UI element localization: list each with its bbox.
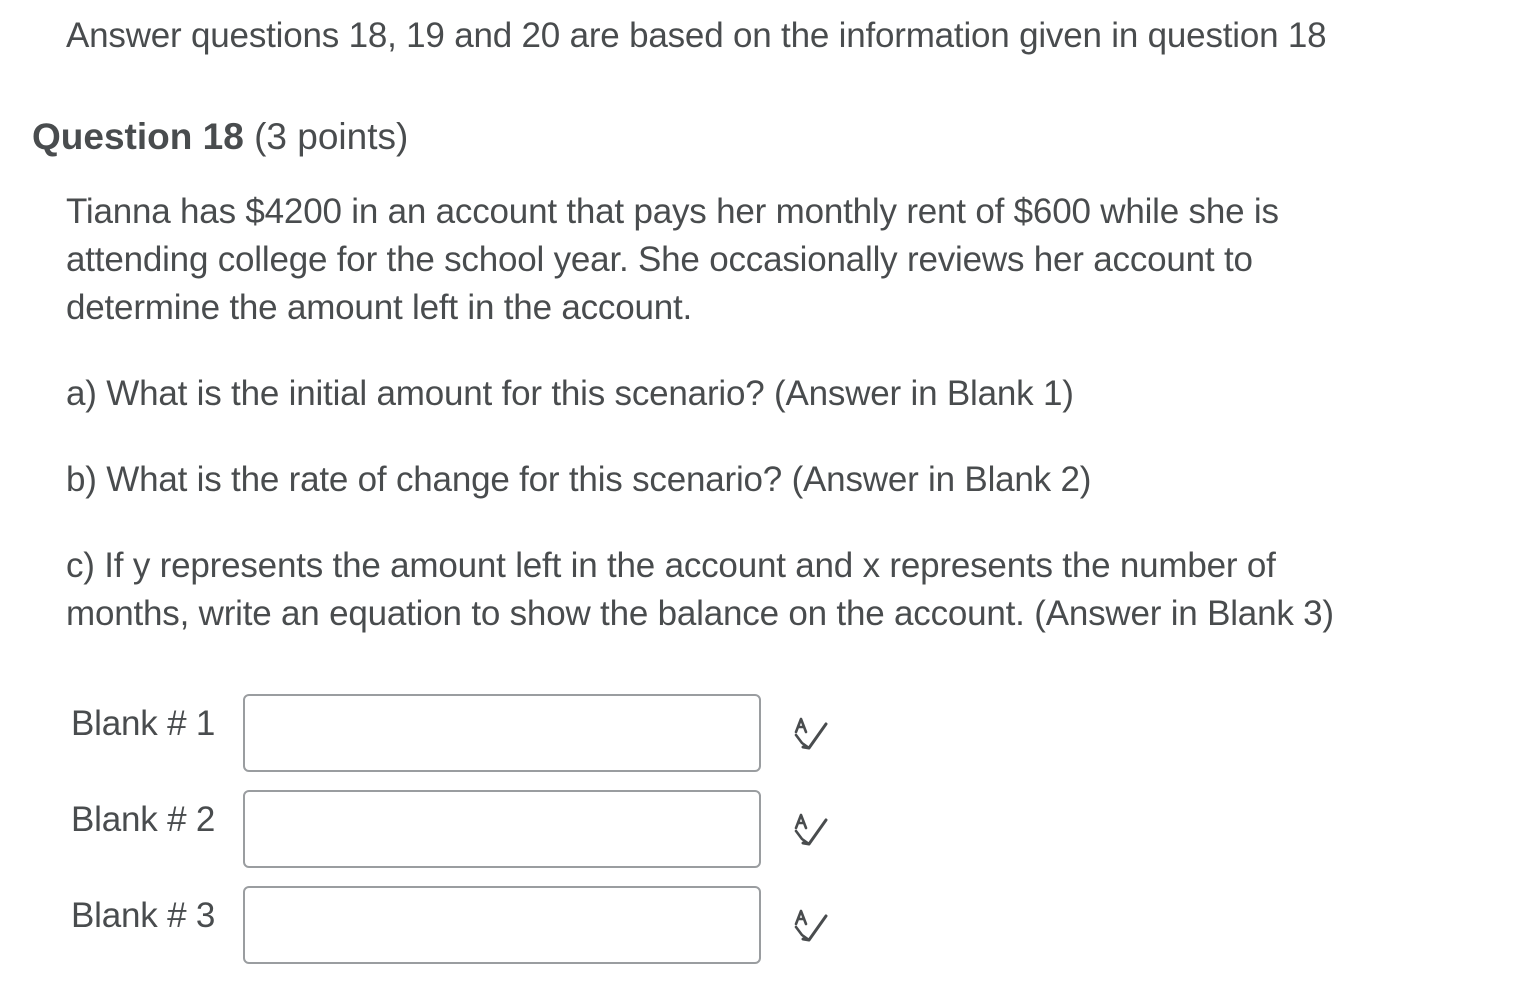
spell-check-icon[interactable] (790, 808, 834, 852)
spell-check-icon[interactable] (790, 712, 834, 756)
blank-label-2: Blank # 2 (71, 800, 216, 839)
blank-row-1 (0, 694, 1536, 776)
question-part-b: b) What is the rate of change for this scenario? (Answer in Blank 2) (66, 460, 1092, 499)
instructions-text: Answer questions 18, 19 and 20 are based on the information given in question 18 (66, 16, 1327, 55)
blank-input-1[interactable] (243, 694, 761, 772)
blank-label-1: Blank # 1 (71, 704, 216, 743)
question-header (32, 114, 408, 160)
question-stem (66, 188, 1506, 332)
question-stem-line: determine the amount left in the account. (66, 288, 693, 327)
question-stem-line: Tianna has $4200 in an account that pays her monthly rent of $600 while she is (66, 192, 1279, 231)
question-part-c-line: c) If y represents the amount left in the account and x represents the number of (66, 546, 1276, 585)
question-part-c (66, 542, 1506, 638)
question-points: (3 points) (254, 116, 409, 157)
blank-input-3[interactable] (243, 886, 761, 964)
spell-check-icon[interactable] (790, 904, 834, 948)
blank-row-2 (0, 790, 1536, 872)
question-title: Question 18 (32, 116, 244, 157)
blank-row-3 (0, 886, 1536, 968)
blank-label-3: Blank # 3 (71, 896, 216, 935)
question-part-a: a) What is the initial amount for this scenario? (Answer in Blank 1) (66, 374, 1074, 413)
question-part-c-line: months, write an equation to show the balance on the account. (Answer in Blank 3) (66, 594, 1334, 633)
question-stem-line: attending college for the school year. She occasionally reviews her account to (66, 240, 1253, 279)
blank-input-2[interactable] (243, 790, 761, 868)
